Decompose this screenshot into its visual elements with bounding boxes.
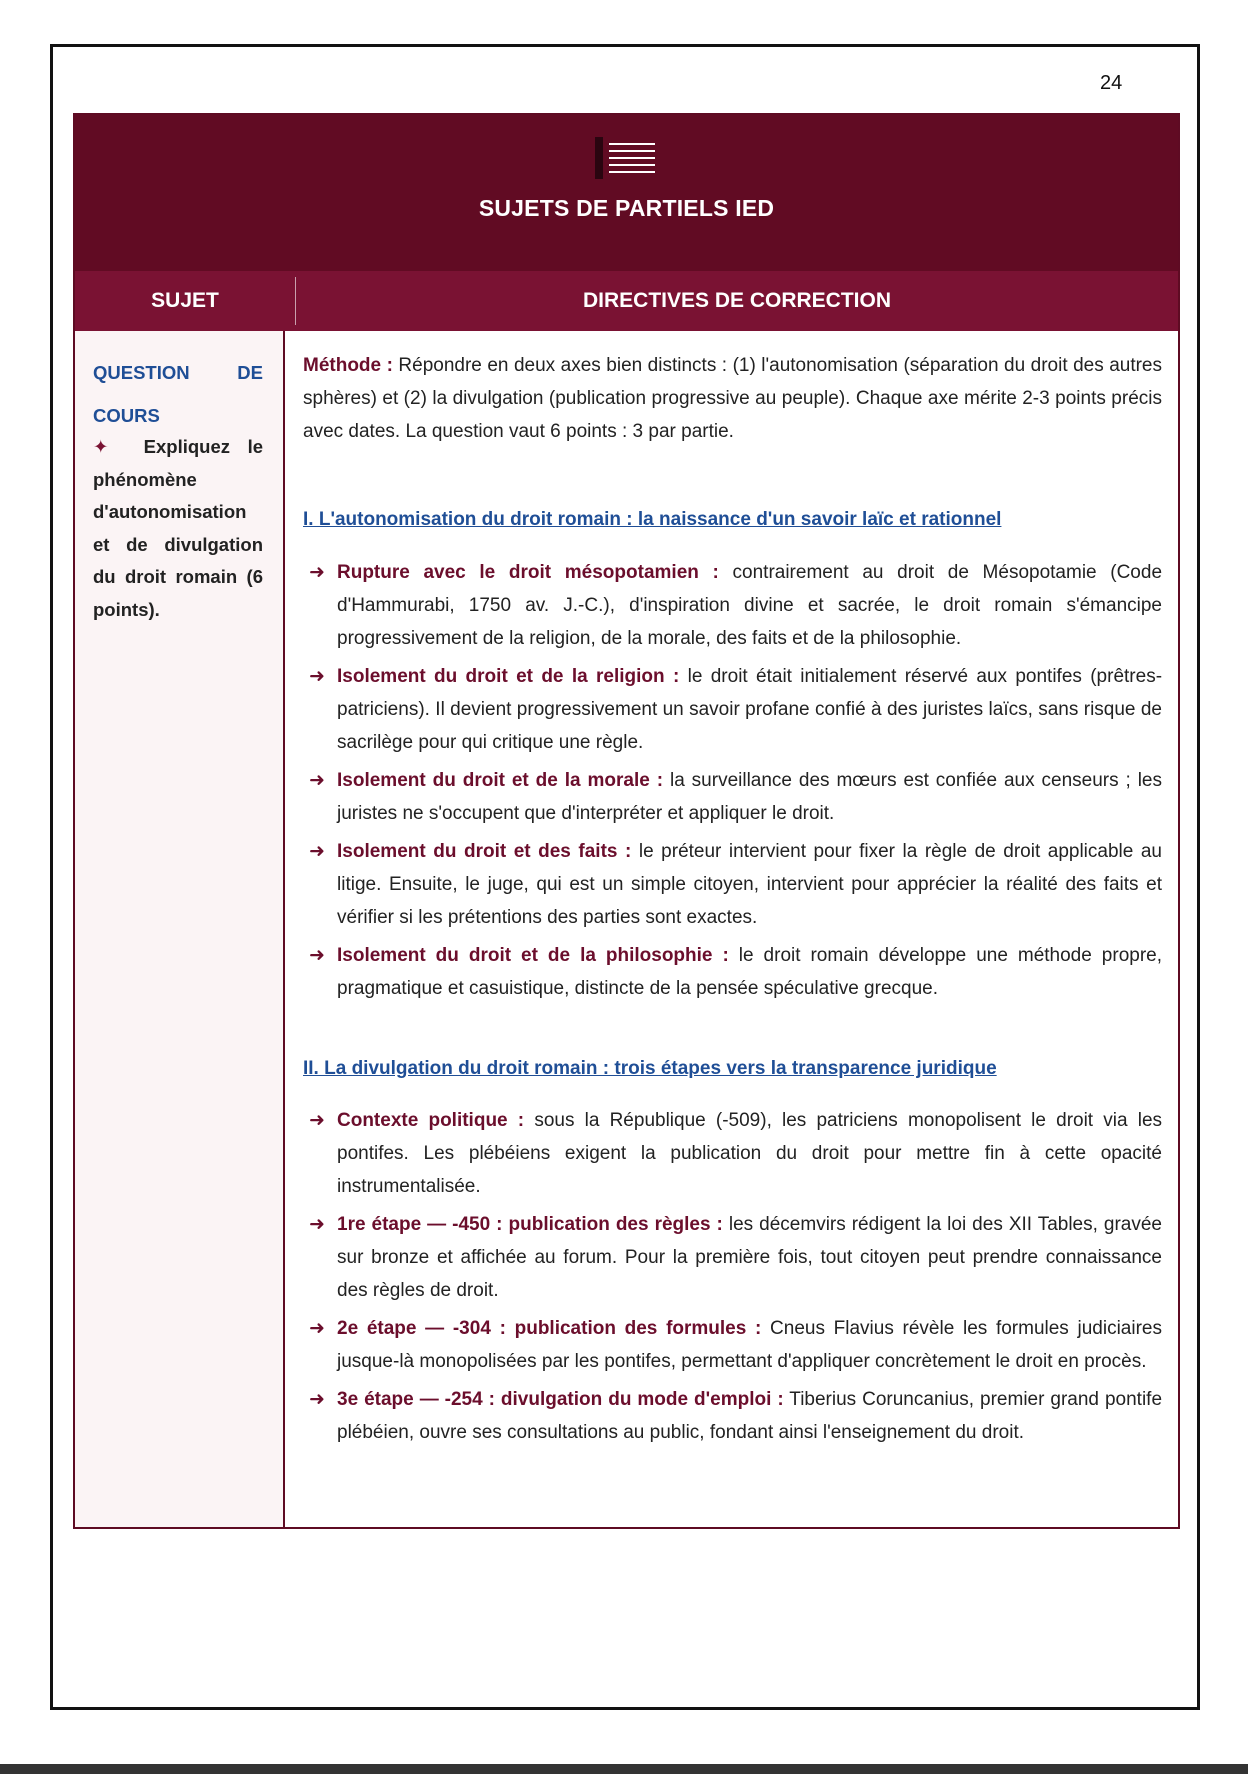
table-header <box>75 271 1178 331</box>
arrow-icon: ➜ <box>309 562 325 583</box>
page-number: 24 <box>1100 72 1123 94</box>
bullet-label: 3e étape — -254 : divulgation du mode d'emploi : <box>337 1389 784 1410</box>
question-text <box>93 431 263 626</box>
arrow-icon: ➜ <box>309 841 325 862</box>
star-icon: ✦ <box>93 436 109 457</box>
document-lines-icon <box>595 137 657 179</box>
arrow-icon: ➜ <box>309 945 325 966</box>
title-banner <box>75 115 1178 271</box>
bullet-text: les décemvirs rédigent la loi des XII Tables, gravée sur bronze et affichée au forum. Pour la première fois, tout citoyen peut prendre connaissance des règles de droit. <box>337 1214 1162 1301</box>
bullet-text: le droit était initialement réservé aux pontifes (prêtres-patriciens). Il devient progressivement un savoir profane confié à des juristes laïcs, sans risque de sacrilège pour qui critique une règle. <box>337 666 1163 753</box>
bullet-text: sous la République (-509), les patriciens monopolisent le droit via les pontifes. Les plébéiens exigent la publication du droit pour mettre fin à cette opacité instrumentalisée. <box>337 1110 1163 1197</box>
bullet-label: Contexte politique : <box>337 1110 525 1131</box>
list-item <box>309 1383 1162 1449</box>
section-2-bullets <box>309 1104 1162 1454</box>
bullet-label: Isolement du droit et de la philosophie : <box>337 945 729 966</box>
bullet-label: Isolement du droit et de la religion : <box>337 666 680 687</box>
bullet-text: le droit romain développe une méthode propre, pragmatique et casuistique, distincte de la pensée spéculative grecque. <box>337 945 1162 999</box>
list-item <box>309 1208 1162 1307</box>
arrow-icon: ➜ <box>309 1110 325 1131</box>
bullet-label: Isolement du droit et des faits : <box>337 841 632 862</box>
header-directives: DIRECTIVES DE CORRECTION <box>582 289 892 312</box>
question-type: QUESTION DE COURS <box>93 362 263 426</box>
correction-table <box>73 113 1180 1529</box>
bullet-label: 1re étape — -450 : publication des règles : <box>337 1214 723 1235</box>
list-item <box>309 1312 1162 1378</box>
bullet-text: Cneus Flavius révèle les formules judiciaires jusque-là monopolisées par les pontifes, permettant d'appliquer concrètement le droit en procès. <box>337 1318 1162 1372</box>
arrow-icon: ➜ <box>309 1389 325 1410</box>
arrow-icon: ➜ <box>309 1318 325 1339</box>
bullet-label: 2e étape — -304 : publication des formules : <box>337 1318 762 1339</box>
bullet-label: Isolement du droit et de la morale : <box>337 770 664 791</box>
list-item <box>309 660 1162 759</box>
bullet-label: Rupture avec le droit mésopotamien : <box>337 562 719 583</box>
list-item <box>309 556 1162 655</box>
bullet-text: le préteur intervient pour fixer la règle de droit applicable au litige. Ensuite, le juge, qui est un simple citoyen, intervient pour apprécier la réalité des faits et vérifier si les prétentions des parties sont exactes. <box>337 841 1162 928</box>
arrow-icon: ➜ <box>309 666 325 687</box>
arrow-icon: ➜ <box>309 770 325 791</box>
bullet-text: Tiberius Coruncanius, premier grand pontife plébéien, ouvre ses consultations au public, fondant ainsi l'enseignement du droit. <box>337 1389 1163 1443</box>
directives-column <box>303 331 1162 1527</box>
list-item <box>309 1104 1162 1203</box>
header-sujet: SUJET <box>151 289 219 312</box>
section-heading-2: II. La divulgation du droit romain : trois étapes vers la transparence juridique <box>303 1058 997 1079</box>
page-title: SUJETS DE PARTIELS IED <box>478 195 775 221</box>
list-item <box>309 835 1162 934</box>
bullet-text: contrairement au droit de Mésopotamie (Code d'Hammurabi, 1750 av. J.-C.), d'inspiration divine et sacrée, le droit romain s'émancipe progressivement de la religion, de la morale, des faits et de la philosophie. <box>337 562 1163 649</box>
question-label: Expliquez le phénomène d'autonomisation et de divulgation du droit romain (6 points). <box>93 436 264 620</box>
bottom-bar <box>0 1764 1248 1774</box>
list-item <box>309 764 1162 830</box>
bullet-text: la surveillance des mœurs est confiée aux censeurs ; les juristes ne s'occupent que d'interpréter et appliquer le droit. <box>337 770 1162 824</box>
methode-label: Méthode : <box>303 355 393 376</box>
section-1-bullets <box>309 556 1162 1010</box>
methode-text: Répondre en deux axes bien distincts : (1) l'autonomisation (séparation du droit des autres sphères) et (2) la divulgation (publication progressive au peuple). Chaque axe mérite 2-3 points précis avec dates. La question vaut 6 points : 3 par partie. <box>303 355 1163 442</box>
arrow-icon: ➜ <box>309 1214 325 1235</box>
methode-block <box>303 349 1162 448</box>
sujet-column <box>75 331 285 1527</box>
section-heading-1: I. L'autonomisation du droit romain : la naissance d'un savoir laïc et rationnel <box>303 509 1002 530</box>
list-item <box>309 939 1162 1005</box>
